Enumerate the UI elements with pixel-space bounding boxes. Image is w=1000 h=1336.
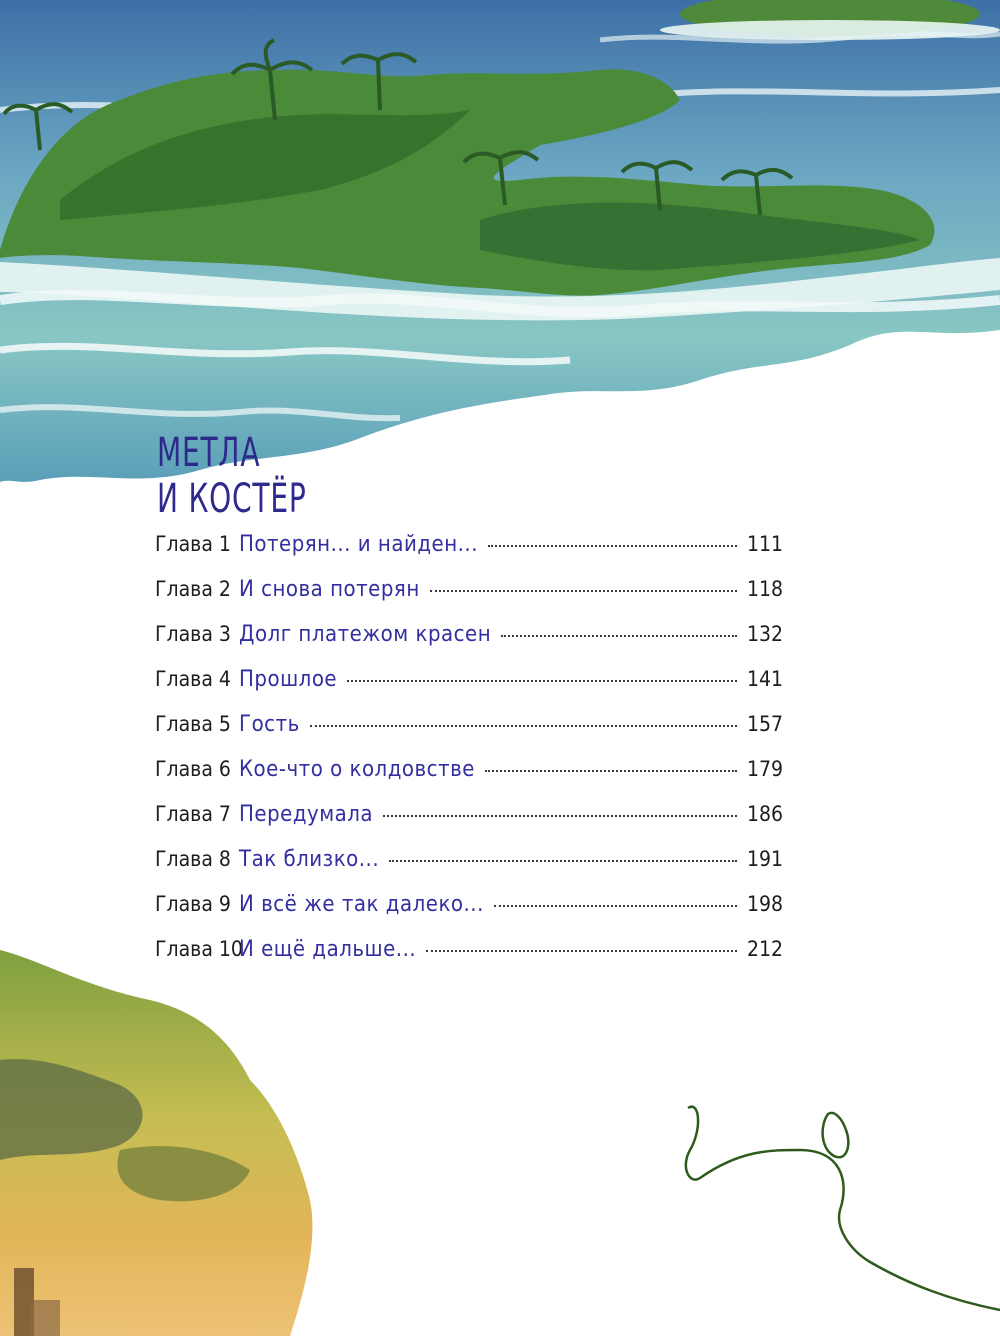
chapter-title: И ещё дальше... bbox=[239, 937, 417, 962]
page-number: 132 bbox=[747, 622, 784, 646]
leader-dots bbox=[310, 723, 737, 727]
chapter-label: Глава 4 bbox=[155, 667, 231, 691]
leader-dots bbox=[426, 948, 737, 952]
leader-dots bbox=[430, 588, 737, 592]
chapter-label: Глава 2 bbox=[155, 577, 231, 601]
chapter-label: Глава 6 bbox=[155, 757, 231, 781]
page-number: 141 bbox=[747, 667, 784, 691]
section-title-line2: И КОСТЁР bbox=[157, 476, 307, 522]
toc-row[interactable] bbox=[155, 847, 795, 879]
chapter-title: Кое-что о колдовстве bbox=[239, 757, 475, 782]
toc-row[interactable] bbox=[155, 892, 795, 924]
leader-dots bbox=[501, 633, 737, 637]
chapter-label: Глава 7 bbox=[155, 802, 231, 826]
toc-row[interactable] bbox=[155, 712, 795, 744]
chapter-label: Глава 5 bbox=[155, 712, 231, 736]
chapter-title: Гость bbox=[239, 712, 300, 737]
chapter-label: Глава 10 bbox=[155, 937, 243, 961]
chapter-label: Глава 1 bbox=[155, 532, 231, 556]
toc-row[interactable] bbox=[155, 667, 795, 699]
toc-row[interactable] bbox=[155, 532, 795, 564]
page-number: 191 bbox=[747, 847, 784, 871]
chapter-title: Прошлое bbox=[239, 667, 338, 692]
leader-dots bbox=[389, 858, 737, 862]
page-number: 179 bbox=[747, 757, 784, 781]
vine-decoration bbox=[686, 1107, 1000, 1310]
page-number: 111 bbox=[747, 532, 784, 556]
chapter-label: Глава 8 bbox=[155, 847, 231, 871]
toc-row[interactable] bbox=[155, 802, 795, 834]
page-number: 118 bbox=[747, 577, 784, 601]
chapter-title: Потерян... и найден... bbox=[239, 532, 478, 557]
chapter-label: Глава 9 bbox=[155, 892, 231, 916]
page-number: 212 bbox=[747, 937, 784, 961]
leader-dots bbox=[488, 543, 737, 547]
section-title-line1: МЕТЛА bbox=[157, 430, 261, 476]
toc-row[interactable] bbox=[155, 577, 795, 609]
toc-row[interactable] bbox=[155, 937, 795, 969]
toc-row[interactable] bbox=[155, 622, 795, 654]
section-title bbox=[157, 430, 307, 522]
page-number: 186 bbox=[747, 802, 784, 826]
chapter-title: Долг платежом красен bbox=[239, 622, 492, 647]
chapter-title: И снова потерян bbox=[239, 577, 420, 602]
page-number: 198 bbox=[747, 892, 784, 916]
leader-dots bbox=[383, 813, 737, 817]
page-number: 157 bbox=[747, 712, 784, 736]
chapter-title: Передумала bbox=[239, 802, 374, 827]
leader-dots bbox=[494, 903, 737, 907]
chapter-title: И всё же так далеко... bbox=[239, 892, 484, 917]
chapter-title: Так близко... bbox=[239, 847, 380, 872]
toc-row[interactable] bbox=[155, 757, 795, 789]
leader-dots bbox=[347, 678, 737, 682]
leader-dots bbox=[485, 768, 737, 772]
chapter-label: Глава 3 bbox=[155, 622, 231, 646]
